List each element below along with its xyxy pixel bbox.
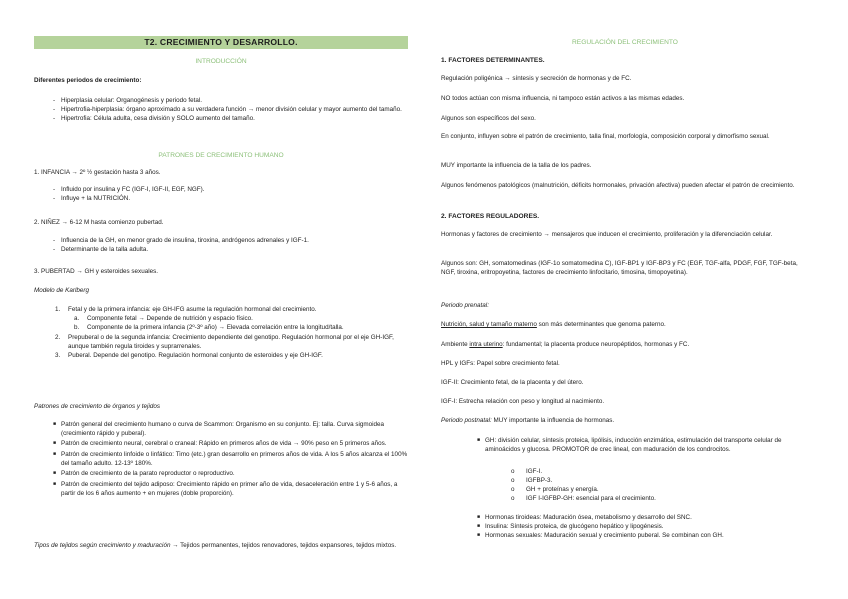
karlberg-title: Modelo de Karlberg (34, 287, 89, 294)
list-item: ■ Patrón de crecimiento del tejido adiposo: Crecimiento rápido en primer año de vida, desaceleración entre 1 y 5-6 años, a partir de los 6 años aumento + en mujeres (doble proporción). (53, 480, 398, 497)
paragraph: IGF-I: Estrecha relación con peso y longitud al nacimiento. (441, 398, 605, 405)
list-item: - Hiperplasia celular: Organogénesis y periodo fetal. (53, 97, 203, 104)
paragraph: Algunos son: GH, somatomedinas (IGF-1o somatomedina C), IGF-BP1 y IGF-BP3 y FC (EGF, TGF-alfa, PDGF, FGF, TGF-beta, NGF, tiroxina, eritropoyetina, factores de crecimiento linfocitario, timosina, timopoyetina). (441, 260, 798, 276)
list-item: - Influencia de la GH, en menor grado de insulina, tiroxina, andrógenos adrenales y IGF-1. (53, 237, 309, 244)
paragraph: MUY importante la influencia de la talla de los padres. (441, 162, 592, 169)
paragraph: Algunos son específicos del sexo. (441, 115, 536, 122)
ninez-line: 2. NIÑEZ → 6-12 M hasta comienzo pubertad. (34, 219, 164, 226)
paragraph: Hormonas y factores de crecimiento → mensajeros que inducen el crecimiento, proliferación y la diferenciación celular. (441, 231, 773, 238)
list-item: o IGFBP-3. (511, 476, 553, 484)
list-item: o GH + proteínas y energía. (511, 485, 599, 493)
list-item: ■ Hormonas tiroideas: Maduración ósea, metabolismo y desarrollo del SNC. (477, 514, 692, 521)
list-item: ■ Insulina: Síntesis proteica, de glucógeno hepático y lipogénesis. (477, 522, 664, 530)
list-item: 1. Fetal y de la primera infancia: eje GH-IFG asume la regulación hormonal del crecimiento. a. Componente fetal → Depende de nutrición y espacio físico. b. Componente de la primera infancia (2º-3º año) → Elevada correlación entre la longitud/talla. (34, 306, 408, 333)
organs-list (34, 421, 408, 500)
gh-sublist (441, 468, 809, 504)
paragraph: HPL y IGFs: Papel sobre crecimiento fetal. (441, 360, 560, 367)
regulators-heading: 2. FACTORES REGULADORES. (441, 213, 540, 220)
list-item: - Influido por insulina y FC (IGF-I, IGF-II, EGF, NGF). (53, 186, 205, 193)
list-item: - Hipertrofia-hiperplasia: órgano aproximado a su verdadera función → menor división celular y mayor aumento del tamaño. (53, 105, 402, 113)
list-item: ■ GH: división celular, síntesis proteica, lipólisis, inducción enzimática, estimulación del transporte celular de aminoácidos y glucosa. PROMOTOR de crec lineal, con maduración de los condrocitos. (477, 437, 782, 453)
list-item: a. Componente fetal → Depende de nutrición y espacio físico. (74, 314, 253, 322)
pubertad-line: 3. PUBERTAD → GH y esteroides sexuales. (34, 268, 159, 275)
paragraph: En conjunto, influyen sobre el patrón de crecimiento, talla final, morfología, composición corporal y dimorfismo sexual. (441, 133, 770, 140)
hormones-list (441, 437, 809, 455)
infancia-list (34, 186, 408, 204)
intro-lead: Diferentes periodos de crecimiento: (34, 77, 142, 84)
patterns-heading: PATRONES DE CRECIMIENTO HUMANO (158, 152, 284, 159)
paragraph: NO todos actúan con misma influencia, ni tampoco están activos a las mismas edades. (441, 95, 685, 102)
list-item: o IGF I-IGFBP-GH: esencial para el crecimiento. (511, 494, 656, 502)
regulation-heading: REGULACIÓN DEL CRECIMIENTO (572, 39, 678, 46)
list-item: ■ Patrón de crecimiento linfoide o linfático: Timo (etc.) gran desarrollo en primeros años de vida. A los 5 años alcanza el 100% del tamaño adulto. 12-13º 180%. (53, 450, 408, 467)
hormones-list-cont (441, 514, 809, 541)
paragraph: Nutrición, salud y tamaño materno son más determinantes que genoma paterno. (441, 321, 666, 328)
list-item: - Hipertrofia: Célula adulta, cesa división y SOLO aumento del tamaño. (53, 114, 255, 122)
intro-heading: INTRODUCCIÓN (195, 58, 247, 65)
paragraph: Regulación poligénica → síntesis y secreción de hormonas y de FC. (441, 75, 632, 82)
determinants-heading: 1. FACTORES DETERMINANTES. (441, 57, 545, 64)
paragraph: IGF-II: Crecimiento fetal, de la placenta y del útero. (441, 379, 584, 386)
paragraph: Ambiente intra uterino: fundamental; la placenta produce neuropéptidos, hormonas y FC. (441, 341, 690, 348)
tissue-types: Tipos de tejidos según crecimiento y maduración → Tejidos permanentes, tejidos renovadores, tejidos expansores, tejidos mixtos. (34, 542, 397, 549)
list-item: - Influye + la NUTRICIÓN. (53, 194, 131, 202)
list-item: b. Componente de la primera infancia (2º-3º año) → Elevada correlación entre la longitud/talla. (74, 324, 344, 332)
section-title-banner: T2. CRECIMIENTO Y DESARROLLO. (34, 36, 408, 49)
list-item: o IGF-I. (511, 468, 543, 475)
karlberg-list (34, 306, 408, 362)
karlberg-sublist (68, 315, 408, 333)
intro-list (34, 97, 408, 124)
list-item: ■ Hormonas sexuales: Maduración sexual y crecimiento puberal. Se combinan con GH. (477, 531, 724, 539)
list-item: ■ Patrón de crecimiento neural, cerebral o craneal: Rápido en primeros años de vida → 90% peso en 5 primeros años. (53, 440, 387, 448)
prenatal-title: Periodo prenatal: (441, 302, 489, 309)
list-item: 3. Puberal. Depende del genotipo. Regulación hormonal conjunto de esteroides y eje GH-IGF. (55, 352, 323, 360)
ninez-list (34, 237, 408, 255)
organs-title: Patrones de crecimiento de órganos y tejidos (34, 403, 161, 410)
list-item: ■ Patrón de crecimiento de la parato reproductor o reproductivo. (53, 470, 235, 478)
list-item: 2. Prepuberal o de la segunda infancia: Crecimiento dependiente del genotipo. Regulación hormonal por el eje GH-IGF, aunque también regula tiroides y suprarrenales. (55, 333, 394, 350)
infancia-line: 1. INFANCIA → 2º ½ gestación hasta 3 años. (34, 169, 161, 176)
postnatal-line: Periodo postnatal: MUY importante la influencia de hormonas. (441, 417, 615, 424)
paragraph: Algunos fenómenos patológicos (malnutrición, déficits hormonales, privación afectiva) pueden afectar el patrón de crecimiento. (441, 182, 795, 189)
list-item: ■ Patrón general del crecimiento humano o curva de Scammon: Organismo en su conjunto. Ej: talla. Curva sigmoidea (crecimiento rápido y puberal). (53, 421, 385, 437)
list-item: - Determinante de la talla adulta. (53, 245, 149, 253)
